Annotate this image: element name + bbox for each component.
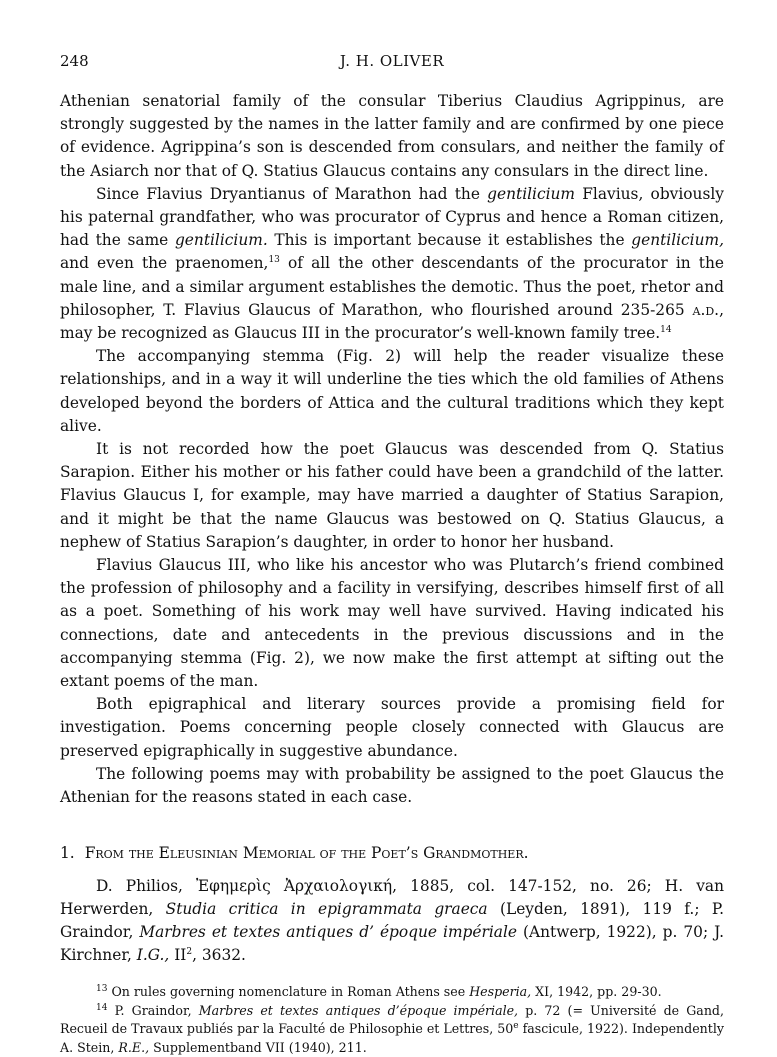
running-head-author: J. H. OLIVER <box>339 52 445 70</box>
paragraph-4: It is not recorded how the poet Glaucus was descended from Q. Statius Sarapion. Either his mother or his father could have been a grandchild of the latter. Flavius Glaucus I, for example, may have married a daughter of Statius Sarapion, and it might be that the name Glaucus was bestowed on Q. Statius Glaucus, a nephew of Statius Sarapion’s daughter, in order to honor her husband. <box>60 440 724 551</box>
ref-italic-marbres: Marbres et textes antiques d’ époque impériale <box>139 923 517 942</box>
ref-text-a: D. Philios, <box>96 877 196 896</box>
running-header <box>60 52 724 78</box>
footnote-14 <box>60 1002 724 1057</box>
fn13-text-c: XI, 1942, pp. 29-30. <box>531 984 662 1000</box>
ref-text-f: (Antwerp, 1922), p. 70; J. Kirchner, <box>60 923 724 965</box>
p2-italic-gentilicium-1: gentilicium <box>487 184 576 203</box>
fn13-text-a: On rules governing nomenclature in Roman Athens see <box>107 984 470 1000</box>
paragraph-3: The accompanying stemma (Fig. 2) will help the reader visualize these relationships, and in a way it will underline the ties which the old families of Athens developed beyond the borders of Attica and the cultural traditions which they kept alive. <box>60 347 724 435</box>
p2-italic-gentilicium-3: gentilicium, <box>631 231 724 250</box>
ref-greek-title: Ἐφημερὶς Ἀρχαιολογική, <box>195 877 398 896</box>
p2-text-g: and even the praenomen, <box>60 254 269 273</box>
footnote-ref-13[interactable]: 13 <box>268 255 280 266</box>
footnote-14-number: 14 <box>96 1002 108 1013</box>
ref-edition-sup: 2 <box>186 947 193 958</box>
bibliography-reference <box>60 875 724 967</box>
ref-italic-ig: I.G., <box>136 946 170 965</box>
footnote-ref-14[interactable]: 14 <box>660 324 672 335</box>
page-number: 248 <box>60 52 89 70</box>
ref-italic-studia: Studia critica in epigrammata graeca <box>165 900 488 919</box>
section-heading <box>60 842 724 865</box>
section-number: 1. <box>60 844 75 863</box>
fn14-text-f: Supplementband VII (1940), 211. <box>149 1039 367 1055</box>
fn14-italic-re: R.E., <box>118 1039 150 1055</box>
p2-text-a: Since Flavius Dryantianus of Marathon had the <box>96 184 488 203</box>
fn14-text-c: p. 72 (= Université de Gand, Recueil de Travaux publiés par la Faculté de Philosophie et Lettres, 50 <box>60 1002 724 1037</box>
p2-text-h: of all the other descendants of the procurator in the male line, and a similar argument establishes the demotic. Thus the poet, rhetor and philosopher, T. Flavius Glaucus of Marathon, who flourished around 235-265 <box>60 254 725 319</box>
paragraph-6: Both epigraphical and literary sources provide a promising field for investigation. Poems concerning people closely connected with Glaucus are preserved epigraphically in suggestive abundance. <box>60 695 724 760</box>
paragraph-7: The following poems may with probability be assigned to the poet Glaucus the Athenian for the reasons stated in each case. <box>60 764 724 807</box>
fn14-text-a: P. Graindor, <box>107 1002 199 1018</box>
page <box>60 52 724 1057</box>
fn13-italic-hesperia: Hesperia, <box>469 984 532 1000</box>
footnotes <box>60 983 724 1057</box>
footnote-13 <box>60 983 724 1001</box>
ref-text-b: 1885, col. 147-152, no. 26; H. van Herwerden, <box>60 877 724 919</box>
footnote-13-number: 13 <box>96 984 108 995</box>
ref-text-d: (Leyden, 1891), 119 f.; P. Graindor, <box>60 900 724 942</box>
p2-text-c: Flavius, obviously his paternal grandfather, who was procurator of Cyprus and hence a Roman citizen, had the same <box>60 184 724 250</box>
p2-era-ad: a.d. <box>692 300 720 319</box>
paragraph-2 <box>60 183 724 345</box>
p2-text-i: , may be recognized as Glaucus III in the procurator’s well-known family tree. <box>60 300 724 343</box>
fn14-ordinal-sup: e <box>513 1020 519 1031</box>
paragraph-5: Flavius Glaucus III, who like his ancestor who was Plutarch’s friend combined the profession of philosophy and a facility in versifying, describes himself first of all as a poet. Something of his work may well have survived. Having indicated his connections, date and antecedents in the previous discussions and in the accompanying stemma (Fig. 2), we now make the first attempt at sifting out the extant poems of the man. <box>60 556 724 691</box>
p2-text-e: This is important because it establishes the <box>267 231 632 250</box>
p2-italic-gentilicium-2: gentilicium. <box>174 231 268 250</box>
fn14-text-d: fascicule, 1922). Independently A. Stein, <box>60 1021 724 1055</box>
fn14-italic-marbres: Marbres et textes antiques d’époque impériale, <box>198 1002 519 1018</box>
body-text <box>60 90 724 809</box>
ref-text-h: II <box>169 946 187 965</box>
ref-text-i: , 3632. <box>192 946 246 965</box>
section-title: From the Eleusinian Memorial of the Poet’s Grandmother. <box>84 844 529 863</box>
paragraph-1: Athenian senatorial family of the consular Tiberius Claudius Agrippinus, are strongly suggested by the names in the latter family and are confirmed by one piece of evidence. Agrippina’s son is descended from consulars, and neither the family of the Asiarch nor that of Q. Statius Glaucus contains any consulars in the direct line. <box>60 92 724 180</box>
